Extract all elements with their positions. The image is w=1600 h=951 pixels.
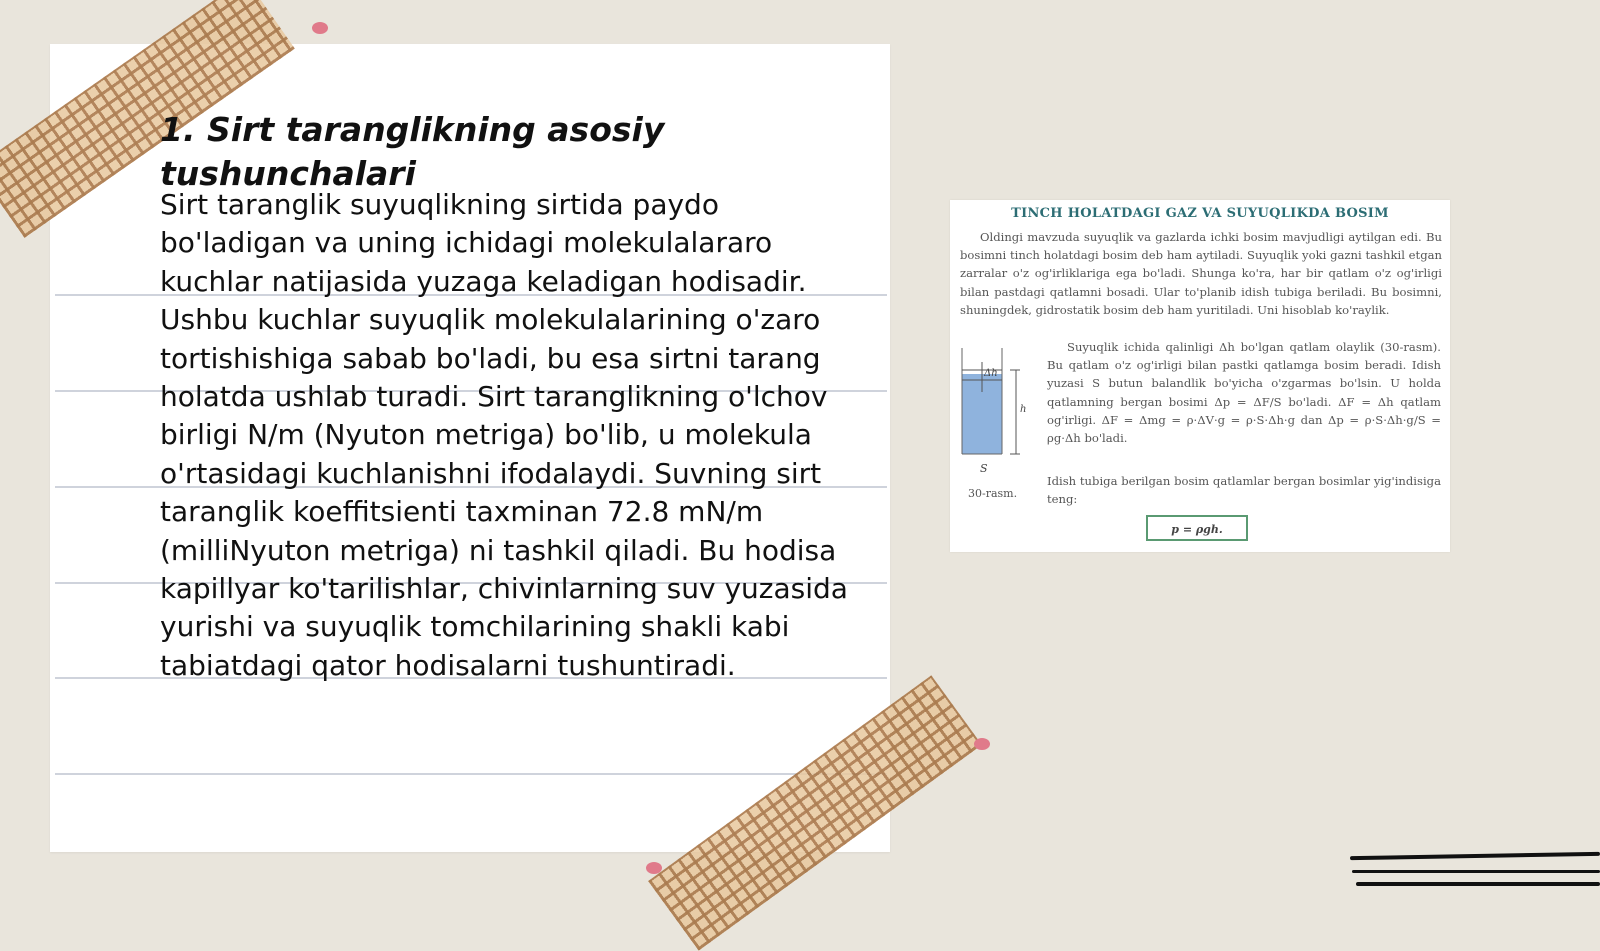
vessel-diagram xyxy=(960,346,1026,458)
label-s: S xyxy=(980,462,988,475)
figure-caption: 30-rasm. xyxy=(968,487,1018,500)
slide-title: 1. Sirt taranglikning asosiy tushunchalari xyxy=(160,110,665,193)
formula-box: p = ρgh. xyxy=(1146,515,1248,541)
textbook-heading: TINCH HOLATDAGI GAZ VA SUYUQLIKDA BOSIM xyxy=(1011,206,1389,221)
textbook-paragraph-1: Oldingi mavzuda suyuqlik va gazlarda ichki bosim mavjudligi aytilgan edi. Bu bosimni tinch holatdagi bosim deb ham aytiladi. Suyuqlik yoki gazni tashkil etgan zarralar o'z og'irliklariga ega bo'ladi. Shunga ko'ra, har bir qatlam o'z og'irligi bilan pastdagi qatlamni bosadi. Ular to'planib idish tubiga beriladi. Bu bosimni, shuningdek, gidrostatik bosim deb ham yuritiladi. Uni hisoblab ko'raylik. xyxy=(960,230,1442,317)
textbook-paragraph-2: Suyuqlik ichida qalinligi Δh bo'lgan qatlam olaylik (30-rasm). Bu qatlam o'z og'irligi bilan pastki qatlamga bosim beradi. Idish yuzasi S butun balandlik bo'yicha o'zgarmas bo'lsin. U holda qatlamning bergan bosimi Δp = ΔF/S bo'ladi. ΔF = Δh qatlam og'irligi. ΔF = Δmg = ρ·ΔV·g = ρ·S·Δh·g dan Δp = ρ·S·Δh·g/S = ρg·Δh bo'ladi. xyxy=(1047,340,1441,446)
textbook-page-image xyxy=(950,200,1450,552)
label-delta-h: Δh xyxy=(984,368,998,379)
decorative-line xyxy=(1356,882,1600,886)
textbook-paragraph-3: Idish tubiga berilgan bosim qatlamlar bergan bosimlar yig'indisiga teng: xyxy=(1047,474,1441,507)
slide-body-text: Sirt taranglik suyuqlikning sirtida paydo bo'ladigan va uning ichidagi molekulalararo kuchlar natijasida yuzaga keladigan hodisadir. Ushbu kuchlar suyuqlik molekulalarining o'zaro tortishishiga sabab bo'ladi, bu esa sirtni tarang holatda ushlab turadi. Sirt taranglikning o'lchov birligi N/m (Nyuton metriga) bo'lib, u molekula o'rtasidagi kuchlanishni ifodalaydi. Suvning sirt taranglik koeffitsienti taxminan 72.8 mN/m (milliNyuton metriga) ni tashkil qiladi. Bu hodisa kapillyar ko'tarilishlar, chivinlarning suv yuzasida yurishi va suyuqlik tomchilarining shakli kabi tabiatdagi qator hodisalarni tushuntiradi. xyxy=(160,188,848,682)
tape-tab-decoration xyxy=(974,738,990,750)
tape-tab-decoration xyxy=(312,22,328,34)
decorative-line xyxy=(1350,852,1600,860)
decorative-line xyxy=(1352,870,1600,873)
label-h: h xyxy=(1020,404,1027,415)
paper-rule-line xyxy=(55,773,887,775)
tape-tab-decoration xyxy=(646,862,662,874)
